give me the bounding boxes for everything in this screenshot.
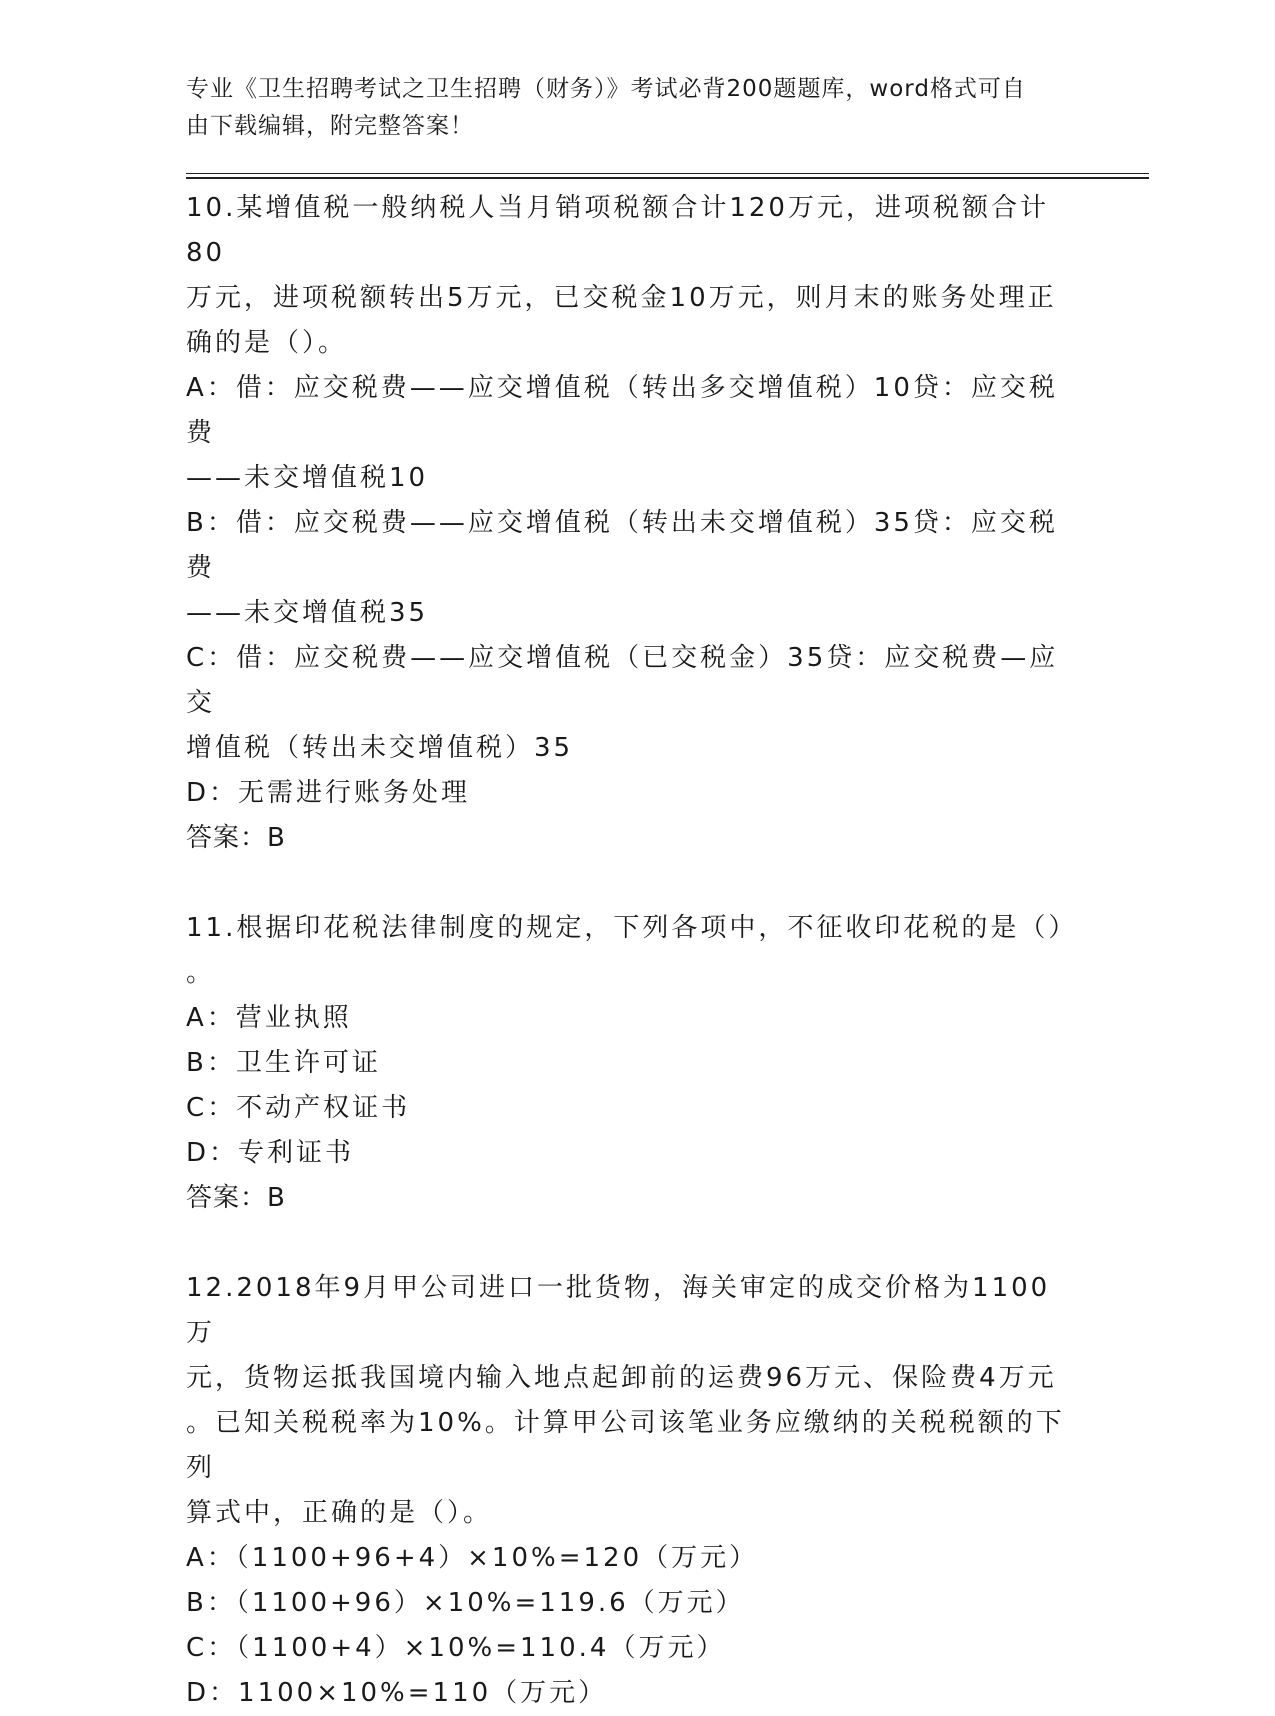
question-list [186,186,1078,1716]
option-c: C：借：应交税费——应交增值税（已交税金）35贷：应交税费—应交 [186,643,1059,718]
option-d: D：1100×10%=110（万元） [186,1678,608,1708]
question-stem-line: 10.某增值税一般纳税人当月销项税额合计120万元，进项税额合计80 [186,193,1049,268]
spacer [186,861,1066,906]
option-b: B：（1100+96）×10%=119.6（万元） [186,1588,745,1618]
question-stem-line: 确的是（）。 [186,328,348,358]
question-stem-line: 万元，进项税额转出5万元，已交税金10万元，则月末的账务处理正 [186,283,1057,313]
spacer [186,1221,1066,1266]
option-a-continued: ——未交增值税10 [186,463,429,493]
answer-label: 答案：B [186,1183,286,1213]
option-d: D：无需进行账务处理 [186,778,471,808]
option-c-continued: 增值税（转出未交增值税）35 [186,733,574,763]
option-b: B：借：应交税费——应交增值税（转出未交增值税）35贷：应交税费 [186,508,1058,583]
header-line-1: 专业《卫生招聘考试之卫生招聘（财务）》考试必背200题题库，word格式可自 [186,76,1026,102]
answer-label: 答案：B [186,823,286,853]
option-b: B：卫生许可证 [186,1048,381,1078]
document-header [186,71,1066,145]
question-stem-line: 。 [186,958,216,988]
option-a: A：借：应交税费——应交增值税（转出多交增值税）10贷：应交税费 [186,373,1058,448]
question-10 [186,186,1066,861]
option-d: D：专利证书 [186,1138,355,1168]
question-12 [186,1266,1066,1716]
option-c: C：不动产权证书 [186,1093,411,1123]
question-stem-line: 元，货物运抵我国境内输入地点起卸前的运费96万元、保险费4万元 [186,1363,1057,1393]
option-c: C：（1100+4）×10%=110.4（万元） [186,1633,726,1663]
question-stem-line: 12.2018年9月甲公司进口一批货物，海关审定的成交价格为1100万 [186,1273,1051,1348]
option-a: A：营业执照 [186,1003,352,1033]
header-line-2: 由下载编辑，附完整答案！ [186,113,474,139]
option-b-continued: ——未交增值税35 [186,598,429,628]
question-stem-line: 11.根据印花税法律制度的规定，下列各项中，不征收印花税的是（） [186,913,1078,943]
header-divider [186,173,1149,179]
question-stem-line: 算式中，正确的是（）。 [186,1498,493,1528]
question-stem-line: 。已知关税税率为10%。计算甲公司该笔业务应缴纳的关税税额的下列 [186,1408,1065,1483]
question-11 [186,906,1078,1221]
option-a: A：（1100+96+4）×10%=120（万元） [186,1543,759,1573]
